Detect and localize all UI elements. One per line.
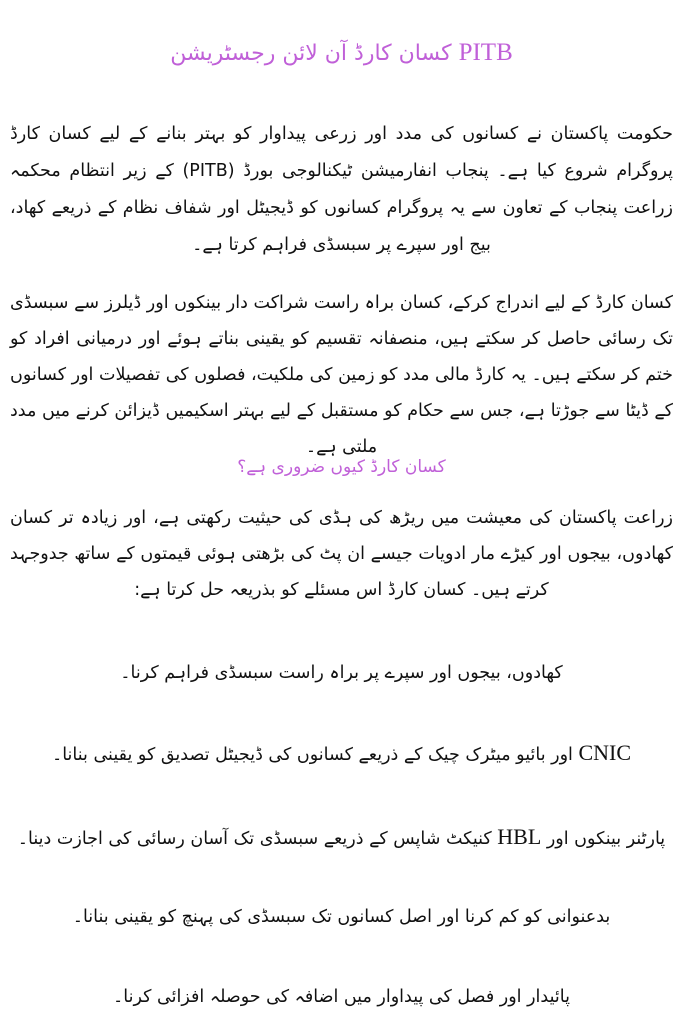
why-paragraph: زراعت پاکستان کی معیشت میں ریڑھ کی ہڈی کی حیثیت رکھتی ہے، اور زیادہ تر کسان کھادوں، بیجوں اور کیڑے مار ادویات جیسے ان پٹ کی بڑھتی ہوئی قیمتوں کے ساتھ جدوجہد کرتے ہیں۔ کسان کارڈ اس مسئلے کو بذریعہ حل کرتا ہے: [10, 508, 673, 600]
benefit-text: پائیدار اور فصل کی پیداوار میں اضافہ کی حوصلہ افزائی کرنا۔ [113, 987, 570, 1007]
benefit-prefix: پارٹنر بینکوں اور [541, 829, 666, 849]
benefit-text: کھادوں، بیجوں اور سپرے پر براہ راست سبسڈی فراہم کرنا۔ [120, 663, 563, 683]
title-urdu: کسان کارڈ آن لائن رجسٹریشن [170, 41, 452, 66]
benefit-text: اور بائیو میٹرک چیک کے ذریعے کسانوں کی ڈیجیٹل تصدیق کو یقینی بنانا۔ [51, 745, 579, 765]
benefit-item [0, 900, 683, 934]
benefit-item [0, 656, 683, 690]
benefit-item [0, 736, 683, 772]
benefit-item [0, 980, 683, 1014]
intro-paragraph: حکومت پاکستان نے کسانوں کی مدد اور زرعی پیداوار کو بہتر بنانے کے لیے کسان کارڈ پروگرام شروع کیا ہے۔ پنجاب انفارمیشن ٹیکنالوجی بورڈ (PITB) کے زیر انتظام محکمہ زراعت پنجاب کے تعاون سے یہ پروگرام کسانوں کو ڈیجیٹل اور شفاف نظام کے ذریعے کھاد، بیج اور سپرے پر سبسڈی فراہم کرتا ہے۔ [10, 124, 673, 255]
benefit-item [0, 820, 683, 856]
benefit-latin-term: HBL [497, 824, 542, 849]
why-heading: کسان کارڈ کیوں ضروری ہے؟ [237, 457, 446, 477]
benefit-latin-term: CNIC [578, 740, 632, 765]
benefit-text: بدعنوانی کو کم کرنا اور اصل کسانوں تک سبسڈی کی پہنچ کو یقینی بنانا۔ [72, 907, 611, 927]
benefit-text: کنیکٹ شاپس کے ذریعے سبسڈی تک آسان رسائی کی اجازت دینا۔ [17, 829, 498, 849]
title-latin: PITB [458, 39, 513, 66]
page-title [0, 36, 683, 71]
registration-paragraph: کسان کارڈ کے لیے اندراج کرکے، کسان براہ راست شراکت دار بینکوں اور ڈیلرز سے سبسڈی تک رسائی حاصل کر سکتے ہیں، منصفانہ تقسیم کو یقینی بناتے ہوئے اور درمیانی افراد کو ختم کر سکتے ہیں۔ یہ کارڈ مالی مدد کو زمین کی ملکیت، فصلوں کی تفصیلات اور کسانوں کے ڈیٹا سے جوڑتا ہے، جس سے حکام کو مستقبل کے لیے بہتر اسکیمیں ڈیزائن کرنے میں مدد ملتی ہے۔ [10, 293, 673, 457]
